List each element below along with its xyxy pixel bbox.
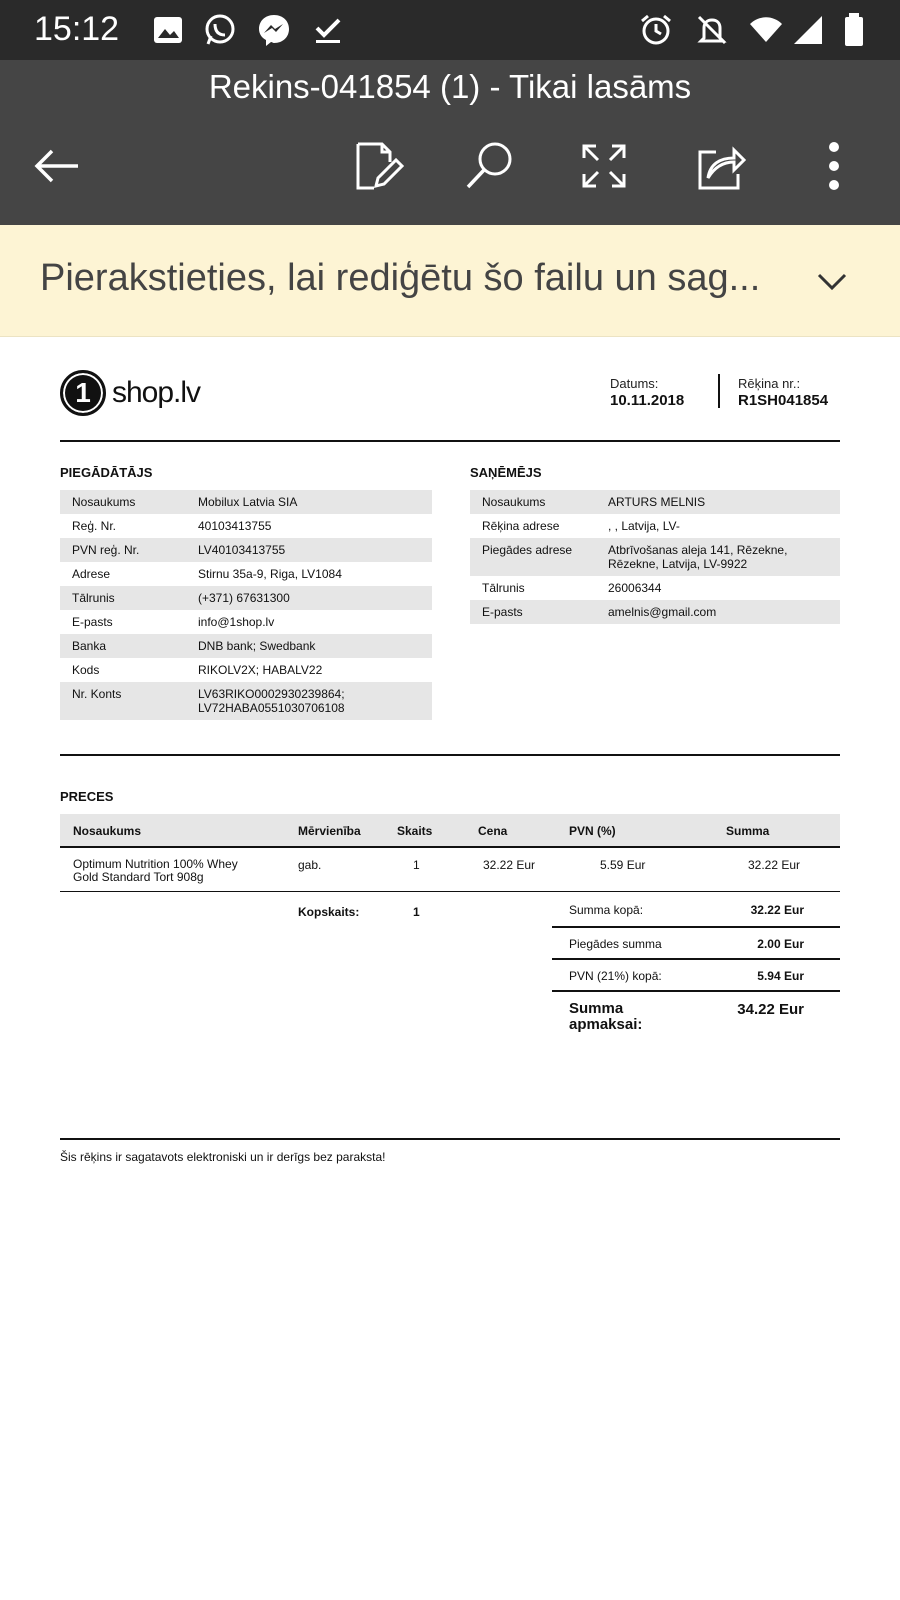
date-label: Datums:: [610, 376, 659, 391]
goods-table-header: [60, 814, 840, 848]
delivery-value: 2.00 Eur: [757, 937, 804, 951]
recipient-table: [470, 490, 840, 624]
footer-note: Šis rēķins ir sagatavots elektroniski un ir derīgs bez paraksta!: [60, 1150, 386, 1164]
status-time: 15:12: [34, 10, 120, 48]
count-label: Kopskaits:: [298, 905, 360, 919]
recipient-row: Rēķina adrese , , Latvija, LV-: [482, 519, 680, 533]
status-bar: [0, 0, 900, 60]
app-bar: [0, 60, 900, 225]
totals-table: [552, 894, 840, 1040]
recipient-title: SAŅĒMĒJS: [470, 465, 542, 480]
supplier-row: Adrese Stirnu 35a-9, Riga, LV1084: [72, 567, 342, 581]
item-name: Optimum Nutrition 100% Whey Gold Standard Tort 908g: [73, 857, 238, 884]
vat-row: [552, 958, 840, 990]
supplier-row: E-pasts info@1shop.lv: [72, 615, 275, 629]
logo-circle: 1: [60, 370, 106, 416]
recipient-row: Nosaukums ARTURS MELNIS: [470, 490, 840, 514]
sign-in-banner[interactable]: [0, 225, 900, 337]
delivery-label: Piegādes summa: [569, 937, 662, 951]
wifi-icon: [748, 12, 784, 48]
shop-logo: [60, 368, 200, 418]
search-icon[interactable]: [464, 140, 516, 192]
total-value: 34.22 Eur: [737, 1001, 804, 1018]
download-done-icon: [310, 12, 346, 48]
supplier-row: Banka DNB bank; Swedbank: [60, 634, 432, 658]
recipient-row: E-pasts amelnis@gmail.com: [470, 600, 840, 624]
battery-icon: [836, 12, 872, 48]
goods-title: PRECES: [60, 789, 114, 804]
col-price: Cena: [478, 824, 508, 838]
supplier-row: Nr. Konts LV63RIKO0002930239864; LV72HABA0551030706108: [60, 682, 432, 720]
divider: [60, 754, 840, 756]
supplier-row: Kods RIKOLV2X; HABALV22: [72, 663, 323, 677]
number-label: Rēķina nr.:: [738, 376, 801, 391]
edit-document-icon[interactable]: [352, 140, 404, 192]
item-unit: gab.: [298, 858, 322, 872]
logo-text: shop.lv: [112, 376, 201, 409]
document-title: Rekins-041854 (1) - Tikai lasāms: [208, 68, 692, 105]
invoice-number: [738, 376, 828, 409]
subtotal-label: Summa kopā:: [569, 903, 644, 917]
date-value: 10.11.2018: [610, 392, 685, 409]
supplier-table: [60, 490, 432, 720]
gallery-notification-icon: [150, 12, 186, 48]
invoice-page: [0, 338, 900, 1600]
item-sum: 32.22 Eur: [748, 858, 801, 872]
col-name: Nosaukums: [73, 824, 142, 838]
recipient-row: Piegādes adrese Atbrīvošanas aleja 141, Rēzekne, Rēzekne, Latvija, LV-9922: [470, 538, 840, 576]
chevron-down-icon[interactable]: [816, 265, 848, 297]
delivery-row: [552, 926, 840, 958]
banner-message: Pierakstieties, lai rediģētu šo failu un sag...: [40, 257, 761, 299]
col-unit: Mērvienība: [298, 824, 361, 838]
divider: [60, 1138, 840, 1140]
supplier-row: PVN reģ. Nr. LV40103413755: [60, 538, 432, 562]
supplier-row: Nosaukums Mobilux Latvia SIA: [60, 490, 432, 514]
supplier-row: Tālrunis (+371) 67631300: [60, 586, 432, 610]
whatsapp-notification-icon: [202, 12, 238, 48]
alarm-icon: [638, 12, 674, 48]
total-row: [552, 990, 840, 1040]
col-qty: Skaits: [397, 824, 433, 838]
number-value: R1SH041854: [738, 392, 829, 409]
supplier-row: Reģ. Nr. 40103413755: [72, 519, 272, 533]
table-row: [60, 848, 840, 892]
total-label: Summa apmaksai:: [569, 1000, 643, 1033]
fullscreen-icon[interactable]: [578, 140, 630, 192]
messenger-notification-icon: [256, 12, 292, 48]
item-vat: 5.59 Eur: [600, 858, 646, 872]
col-sum: Summa: [726, 824, 770, 838]
supplier-title: PIEGĀDĀTĀJS: [60, 465, 153, 480]
back-arrow-icon[interactable]: [32, 140, 84, 192]
more-options-icon[interactable]: [808, 140, 860, 192]
col-vat: PVN (%): [569, 824, 616, 838]
subtotal-row: [552, 894, 840, 926]
share-icon[interactable]: [694, 140, 746, 192]
item-qty: 1: [413, 858, 420, 872]
count-value: 1: [413, 905, 420, 919]
goods-table: [60, 814, 840, 892]
recipient-row: Tālrunis 26006344: [482, 581, 662, 595]
vat-label: PVN (21%) kopā:: [569, 969, 662, 983]
item-price: 32.22 Eur: [483, 858, 536, 872]
invoice-date: [610, 376, 684, 409]
vat-value: 5.94 Eur: [757, 969, 804, 983]
cellular-signal-icon: [790, 12, 826, 48]
notifications-off-icon: [694, 12, 730, 48]
subtotal-value: 32.22 Eur: [750, 903, 804, 917]
divider: [60, 440, 840, 442]
meta-separator: [718, 374, 720, 408]
